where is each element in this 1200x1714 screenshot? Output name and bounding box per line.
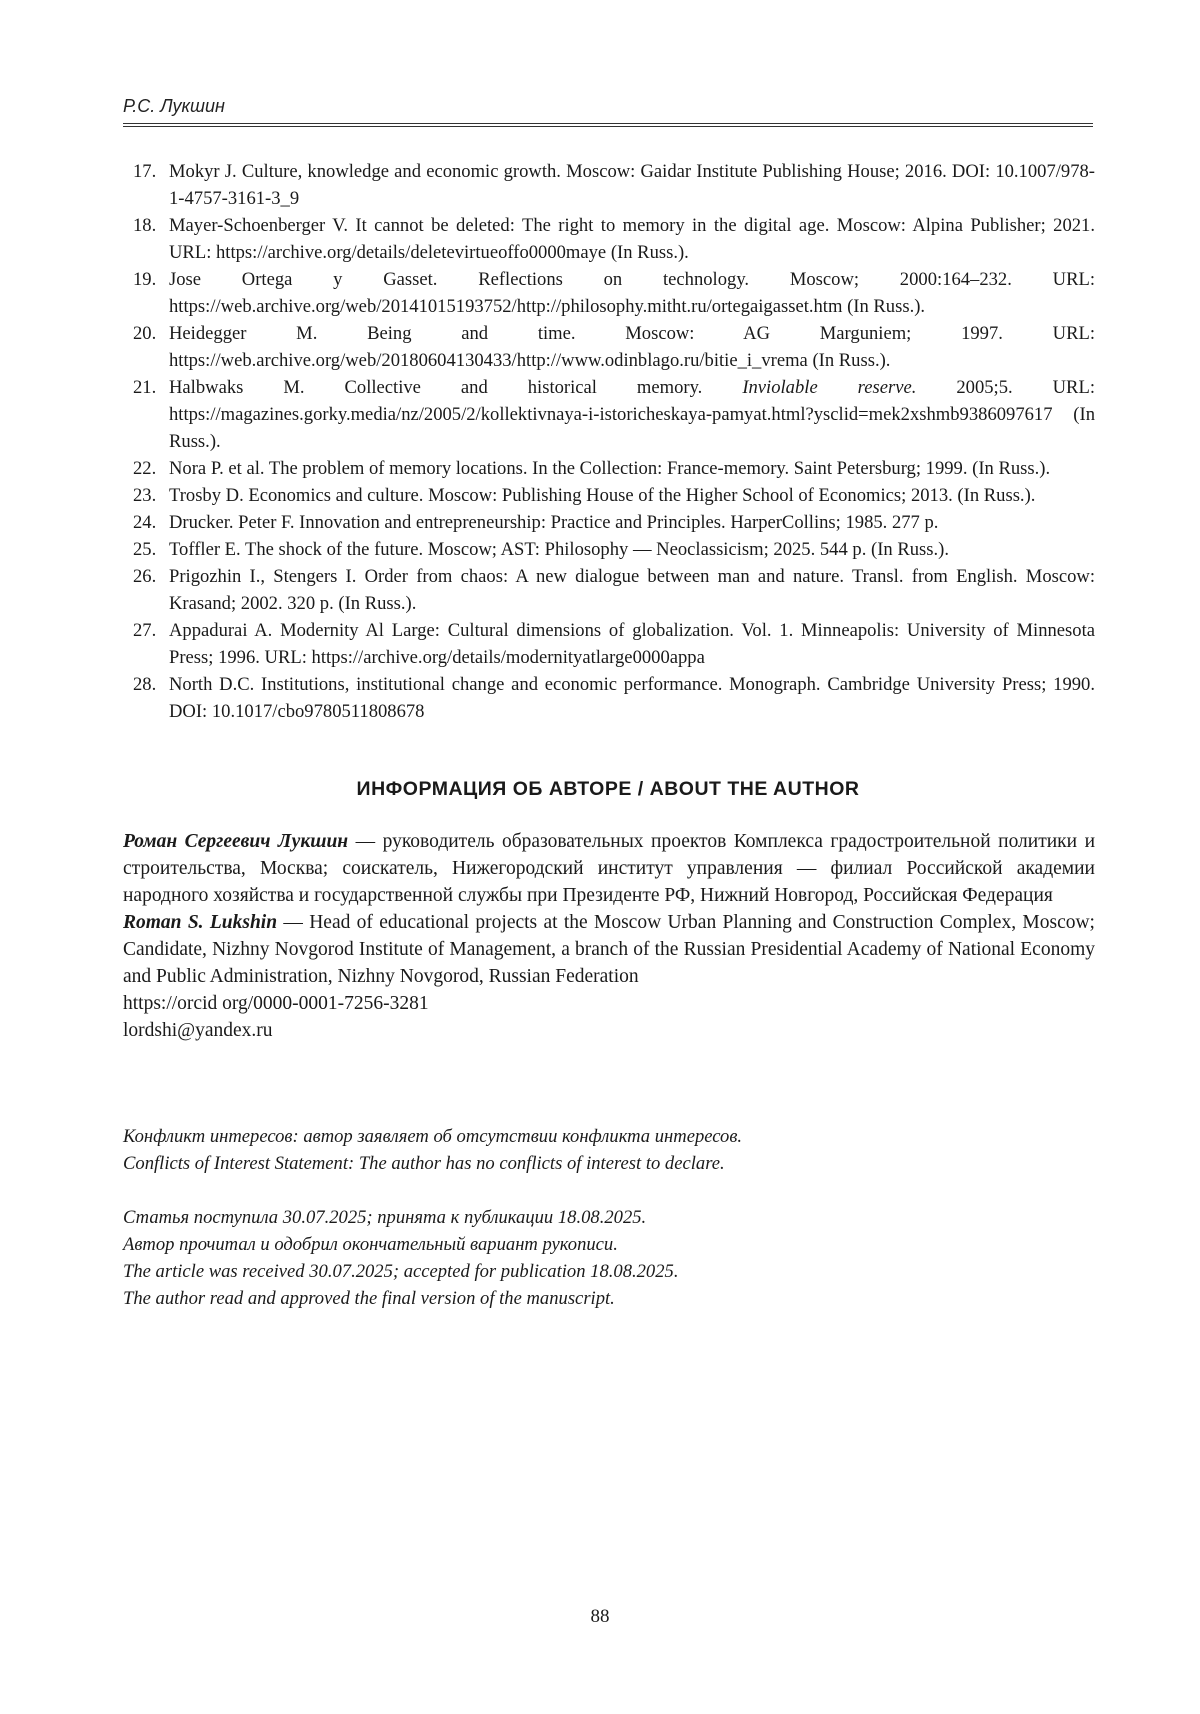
reference-number: 18. (133, 215, 157, 236)
reference-number: 19. (133, 269, 157, 290)
reference-text: Toffler E. The shock of the future. Moscow; AST: Philosophy — Neoclassicism; 2025. 544 p. (In Russ.). (169, 539, 950, 560)
reference-item (123, 482, 1095, 509)
reference-text: Halbwaks M. Collective and historical memory. (169, 377, 743, 398)
reference-text: Jose Ortega y Gasset. Reflections on technology. Moscow; 2000:164–232. URL: https://web.archive.org/web/20141015193752/http://philosophy.mitht.ru/ortegaigasset.htm (In Russ.). (169, 269, 1095, 317)
reference-text: Mayer-Schoenberger V. It cannot be deleted: The right to memory in the digital age. Moscow: Alpina Publisher; 2021. URL: https://archive.org/details/deletevirtueoffo0000maye (In Russ.). (169, 215, 1095, 263)
reference-text: North D.C. Institutions, institutional change and economic performance. Monograph. Cambridge University Press; 1990. DOI: 10.1017/cbo9780511808678 (169, 674, 1095, 722)
reference-number: 21. (133, 377, 157, 398)
author-email[interactable]: lordshi@yandex.ru (123, 1020, 273, 1041)
page-number: 88 (590, 1606, 610, 1627)
reference-number: 26. (133, 566, 157, 587)
conflict-en: Conflicts of Interest Statement: The author has no conflicts of interest to declare. (123, 1153, 725, 1174)
reference-number: 24. (133, 512, 157, 533)
reference-item (123, 563, 1095, 617)
author-description-en: — Head of educational projects at the Moscow Urban Planning and Construction Complex, Moscow; Candidate, Nizhny Novgorod Institute of Management, a branch of the Russian Presidential Academy of National Economy and Public Administration, Nizhny Novgorod, Russian Federation (123, 912, 1095, 987)
reference-number: 27. (133, 620, 157, 641)
reference-text: Appadurai A. Modernity Al Large: Cultural dimensions of globalization. Vol. 1. Minneapolis: University of Minnesota Press; 1996. URL: https://archive.org/details/modernityatlarge0000appa (169, 620, 1095, 668)
conflict-statement (123, 1123, 1095, 1177)
reference-item (123, 455, 1095, 482)
reference-item (123, 266, 1095, 320)
received-en: The article was received 30.07.2025; accepted for publication 18.08.2025. (123, 1261, 679, 1282)
reference-text: 2005;5. URL: https://magazines.gorky.media/nz/2005/2/kollektivnaya-i-istoricheskaya-pamyat.html?ysclid=mek2xshmb9386097617 (In Russ.). (169, 377, 1095, 452)
reference-item (123, 320, 1095, 374)
reference-number: 28. (133, 674, 157, 695)
conflict-ru: Конфликт интересов: автор заявляет об отсутствии конфликта интересов. (123, 1126, 743, 1147)
reference-item (123, 158, 1095, 212)
reference-number: 22. (133, 458, 157, 479)
reference-number: 23. (133, 485, 157, 506)
header-rule (123, 123, 1093, 127)
reference-item (123, 212, 1095, 266)
reference-item (123, 509, 1095, 536)
reference-item (123, 536, 1095, 563)
received-ru: Статья поступила 30.07.2025; принята к публикации 18.08.2025. (123, 1207, 647, 1228)
approved-en: The author read and approved the final version of the manuscript. (123, 1288, 615, 1309)
author-info (123, 828, 1095, 1044)
running-header: Р.С. Лукшин (123, 96, 225, 116)
reference-number: 25. (133, 539, 157, 560)
reference-text: Nora P. et al. The problem of memory locations. In the Collection: France-memory. Saint Petersburg; 1999. (In Russ.). (169, 458, 1051, 479)
reference-list (123, 158, 1095, 725)
reference-number: 17. (133, 161, 157, 182)
reference-item (123, 374, 1095, 455)
reference-journal: Inviolable reserve. (742, 377, 917, 398)
author-name-en: Roman S. Lukshin (123, 912, 278, 933)
reference-text: Trosby D. Economics and culture. Moscow: Publishing House of the Higher School of Economics; 2013. (In Russ.). (169, 485, 1036, 506)
reference-text: Mokyr J. Culture, knowledge and economic growth. Moscow: Gaidar Institute Publishing House; 2016. DOI: 10.1007/978-1-4757-3161-3_9 (169, 161, 1095, 209)
author-orcid[interactable]: https://orcid org/0000-0001-7256-3281 (123, 993, 429, 1014)
author-name-ru: Роман Сергеевич Лукшин (123, 831, 349, 852)
section-title: ИНФОРМАЦИЯ ОБ АВТОРЕ / ABOUT THE AUTHOR (356, 778, 860, 800)
approved-ru: Автор прочитал и одобрил окончательный вариант рукописи. (123, 1234, 618, 1255)
reference-item (123, 617, 1095, 671)
reference-text: Prigozhin I., Stengers I. Order from chaos: A new dialogue between man and nature. Transl. from English. Moscow: Krasand; 2002. 320 p. (In Russ.). (169, 566, 1095, 614)
author-bio-en (123, 909, 1095, 990)
author-bio-ru (123, 828, 1095, 909)
reference-text: Heidegger M. Being and time. Moscow: AG Marguniem; 1997. URL: https://web.archive.org/web/20180604130433/http://www.odinblago.ru/bitie_i_vrema (In Russ.). (169, 323, 1095, 371)
reference-text: Drucker. Peter F. Innovation and entrepreneurship: Practice and Principles. HarperCollins; 1985. 277 p. (169, 512, 939, 533)
author-description-ru: — руководитель образовательных проектов Комплекса градостроительной политики и строительства, Москва; соискатель, Нижегородский институт управления — филиал Российской академии народного хозяйства и государственной службы при Президенте РФ, Нижний Новгород, Российская Федерация (123, 831, 1095, 906)
reference-item (123, 671, 1095, 725)
reference-number: 20. (133, 323, 157, 344)
article-history (123, 1204, 1095, 1312)
